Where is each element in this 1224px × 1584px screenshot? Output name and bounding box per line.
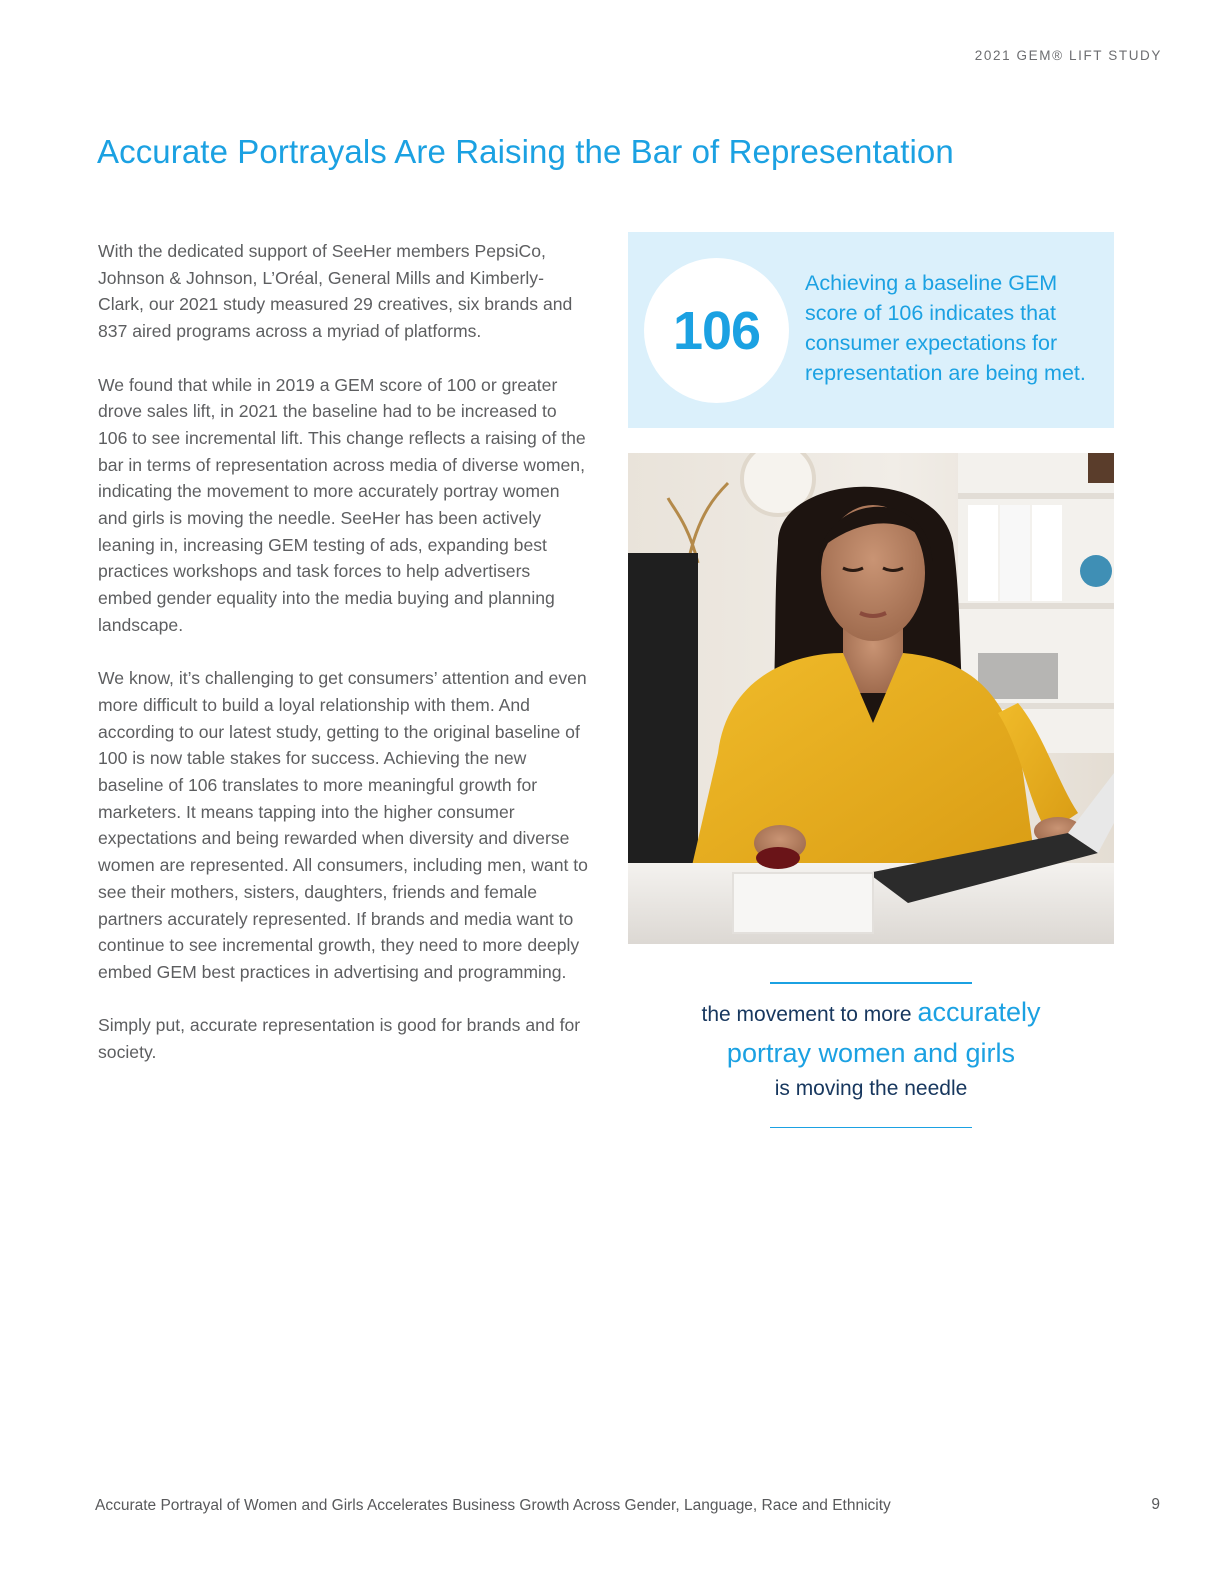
running-head: 2021 GEM® LIFT STUDY	[974, 48, 1162, 63]
body-paragraph-2: We found that while in 2019 a GEM score of 100 or greater drove sales lift, in 2021 the baseline had to be increased to 106 to see incremental lift. This change reflects a raising of the bar in terms of representation across media of diverse women, indicating the movement to more accurately portray women and girls is moving the needle. SeeHer has been actively leaning in, increasing GEM testing of ads, expanding best practices workshops and task forces to help advertisers embed gender equality into the media buying and planning landscape.	[98, 374, 586, 635]
pull-quote-line-2: portray women and girls	[726, 1037, 1016, 1068]
woman-at-laptop-photo	[628, 453, 1114, 944]
body-paragraph-3: We know, it’s challenging to get consumers’ attention and even more difficult to build a loyal relationship with them. And according to our latest study, getting to the original baseline of 100 is now table stakes for success. Achieving the new baseline of 106 translates to more meaningful growth for marketers. It means tapping into the higher consumer expectations and being rewarded when diversity and diverse women are represented. All consumers, including men, want to see their mothers, sisters, daughters, friends and female partners accurately represented. If brands and media want to continue to see incremental growth, they need to more deeply embed GEM best practices in advertising and programming.	[98, 668, 588, 982]
pull-quote	[628, 982, 1114, 1128]
pull-quote-line-1-text: the movement to more	[701, 1002, 918, 1026]
footer-text: Accurate Portrayal of Women and Girls Accelerates Business Growth Across Gender, Language, Race and Ethnicity	[95, 1497, 891, 1514]
body-paragraph-4: Simply put, accurate representation is good for brands and for society.	[98, 1015, 581, 1063]
pull-quote-line-3: is moving the needle	[774, 1076, 968, 1100]
pull-quote-line-1	[628, 994, 1114, 1035]
page-title: Accurate Portrayals Are Raising the Bar of Representation	[97, 133, 954, 170]
pull-quote-bottom-rule	[770, 1127, 972, 1129]
body-paragraph-1: With the dedicated support of SeeHer members PepsiCo, Johnson & Johnson, L’Oréal, General Mills and Kimberly-Clark, our 2021 study measured 29 creatives, six brands and 837 aired programs across a myriad of platforms.	[98, 241, 573, 342]
page-number: 9	[1151, 1496, 1160, 1513]
stat-description: Achieving a baseline GEM score of 106 indicates that consumer expectations for representation are being met.	[805, 271, 1086, 385]
body-column	[98, 238, 588, 1092]
pull-quote-highlight: accurately	[917, 996, 1041, 1027]
pull-quote-text	[628, 984, 1114, 1127]
photo-illustration	[628, 453, 1114, 944]
stat-callout-box	[628, 232, 1114, 428]
stat-number: 106	[672, 300, 761, 361]
stat-circle	[644, 258, 789, 403]
